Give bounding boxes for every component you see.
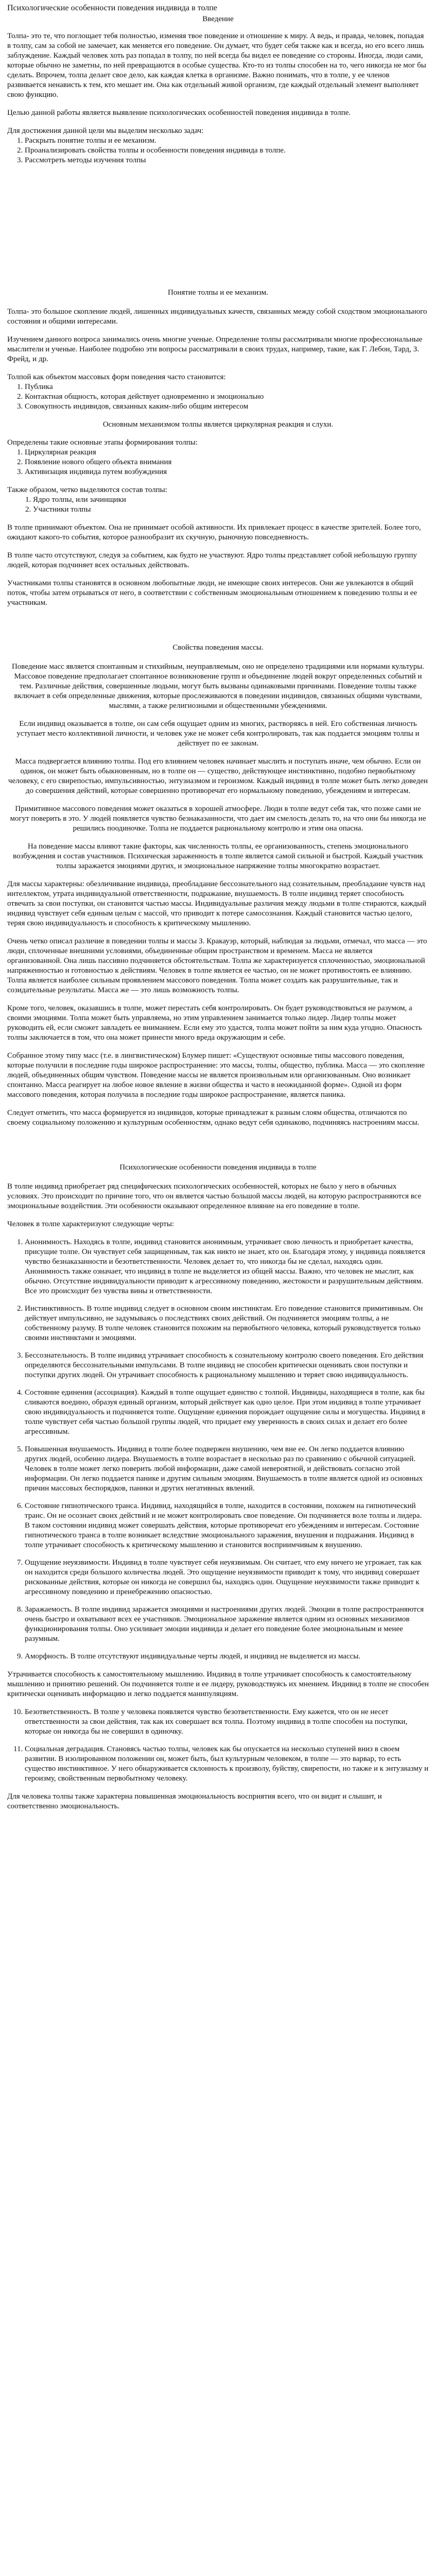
section-paragraph: Поведение масс является спонтанным и стихийным, неуправляемым, оно не определено традициями или нормами культуры. Массовое поведение предполагает спонтанное возникновение групп и объединение людей вокруг определенных событий и тем. Различные действия, совершенные людьми, могут быть вызваны одинаковыми причинами. Поведение толпы также включает в себя определенные движения, которые прослеживаются в поведении индивидов, связанных общими чувствами, мыслями, а также религиозными и общественными убеждениями.: [11, 663, 425, 710]
list-item: 2. Появление нового общего объекта внимания: [25, 457, 429, 467]
list-item: 3. Активизация индивида путем возбуждения: [25, 467, 429, 477]
task-item: 3. Рассмотреть методы изучения толпы: [25, 156, 429, 165]
spacer: [7, 616, 429, 632]
section-paragraph: Изучением данного вопроса занимались очень многие ученые. Определение толпы рассматривали многие профессиональные мыслители и ученые. Наиболее подробно эти вопросы рассматривали в своих трудах, например, такие, как Г. Лебон, Тард, З. Фрейд, и др.: [7, 335, 423, 363]
section-paragraph: Для массы характерны: обезличивание индивида, преобладание бессознательного над сознательным, преобладание чувств над интеллектом, утрата индивидуальной ответственности, подражание, внушаемость. В толпе индивид теряет способность отвечать за свои поступки, он становится частью массы. Индивидуальные различия между людьми в толпе стираются, каждый индивид чувствует себя единым целым с массой, что приводит к потере самосознания. Каждый становится частью целого, теряя свою индивидуальность и способность к критическому мышлению.: [7, 880, 427, 927]
section-paragraph: Человек в толпе характеризуют следующие черты:: [7, 1220, 175, 1228]
feature-item: 9. Аморфность. В толпе отсутствуют индивидуальные черты людей, и индивид не выделяется из массы.: [25, 1652, 429, 1662]
features-list: [7, 1238, 429, 1662]
section-paragraph: Участниками толпы становятся в основном любопытные люди, не имеющие своих интересов. Они же увлекаются в общий поток, чтобы затем отрываться от него, в соответствии с собственным эмоциональным отношением к поведению толпы и ее участникам.: [7, 579, 417, 607]
feature-item: 3. Бессознательность. В толпе индивид утрачивает способность к сознательному контролю своего поведения. Его действия определяются бессознательными импульсами. В толпе индивид не способен критически оценивать свои поступки и поступки других людей. Он утрачивает способность к рациональному мышлению и теряет свою индивидуальность.: [25, 1351, 429, 1380]
document-title: Психологические особенности поведения индивида в толпе: [7, 4, 217, 12]
list-item: 1. Циркулярная реакция: [25, 448, 429, 457]
list-item: 1. Ядро толпы, или зачинщики: [33, 495, 429, 505]
list-item: 3. Совокупность индивидов, связанных каким-либо общим интересом: [25, 402, 429, 412]
section-paragraph: Масса подвергается влиянию толпы. Под его влиянием человек начинает мыслить и поступать иначе, чем обычно. Если он одинок, он может быть обыкновенным, но в толпе он — существо, действующее инстинктивно, подобно первобытному человеку, с его свирепостью, импульсивностью, энтузиазмом и героизмом. Каждый индивид в толпе может быть легко доведен до совершения действий, которые совершенно противоречат его нормальному поведению, убеждениям и интересам.: [8, 757, 428, 795]
composition-list: [7, 495, 429, 515]
feature-item: 7. Ощущение неуязвимости. Индивид в толпе чувствует себя неуязвимым. Он считает, что ему ничего не угрожает, так как он находится среди большого количества людей. Это ощущение неуязвимости приводит к тому, что индивид совершает рискованные действия, которые он никогда не совершил бы, находясь один. Ощущение неуязвимости также приводит к агрессивному поведению и пренебрежению опасностью.: [25, 1558, 429, 1597]
intro-heading: Введение: [202, 15, 234, 23]
feature-item: 2. Инстинктивность. В толпе индивид следует в основном своим инстинктам. Его поведение становится примитивным. Он действует импульсивно, не задумываясь о последствиях своих действий. Он подчиняется эмоциям толпы, а не собственному разуму. В толпе человек становится похожим на первобытного человека, который руководствуется только своими инстинктами и эмоциями.: [25, 1304, 429, 1343]
section-paragraph: Если индивид оказывается в толпе, он сам себя ощущает одним из многих, растворяясь в ней. Его собственная личность уступает место коллективной личности, и человек уже не может себя контролировать, так как поддается эмоциям толпы и действует по ее законам.: [16, 720, 420, 748]
task-list: [7, 136, 429, 165]
intro-paragraph: Для достижения данной цели мы выделим несколько задач:: [7, 127, 204, 135]
feature-item: 1. Анонимность. Находясь в толпе, индивид становится анонимным, утрачивает свою личность и приобретает качества, присущие толпе. Он чувствует себя защищенным, так как никто не знает, кто он. Благодаря этому, у индивида появляется чувство безнаказанности и безответственности. Человек делает то, что никогда бы не сделал, находясь один. Анонимность также означает, что индивид в толпе не выделяется из общей массы. Важно, что человек не мыслит, как обычно. Отсутствие индивидуальности приводит к агрессивному поведению, жестокости и разрушительным действиям. Все это происходит без чувства вины и ответственности.: [25, 1238, 429, 1296]
feature-item: 5. Повышенная внушаемость. Индивид в толпе более подвержен внушению, чем вне ее. Он легко поддается влиянию других людей, особенно лидера. Внушаемость в толпе возрастает в несколько раз по сравнению с обычной ситуацией. Человек в толпе может легко поверить любой информации, даже самой невероятной, и действовать согласно этой информации. Он легко поддается панике и другим сильным эмоциям. Внушаемость в толпе является одной из основных причин массовых беспорядков, паники и других негативных явлений.: [25, 1445, 429, 1494]
spacer: [7, 174, 429, 277]
section-paragraph: Собранное этому типу масс (т.е. в лингвистическом) Блумер пишет: «Существуют основные типы массового поведения, которые получили в последние годы широкое распространение: это массы, толпы, общество, публика. Масса — это скопление людей, объединенных общим чувством. Поведение массы не является произвольным или организованным. Оно возникает спонтанно. Масса реагирует на любое новое явление в жизни общества и часто в неожиданной форме». Одной из форм массового поведения, которая получила в последние годы широкое распространение, является паника.: [7, 1052, 425, 1099]
audience-list: [7, 382, 429, 412]
feature-item: 11. Социальная деградация. Становясь частью толпы, человек как бы опускается на несколько ступеней вниз в своем развитии. В изолированном положении он, может быть, был культурным человеком, в толпе — это варвар, то есть существо инстинктивное. У него обнаруживается склонность к произволу, буйству, свирепости, но также и к энтузиазму и героизму, свойственным первобытному человеку.: [25, 1744, 429, 1784]
section-paragraph: В толпе часто отсутствуют, следуя за событием, как будто не участвуют. Ядро толпы представляет собой небольшую группу людей, которая подчиняет всех остальных действовать.: [7, 551, 417, 569]
intro-paragraph: Целью данной работы является выявление психологических особенностей поведения индивида в толпе.: [7, 109, 351, 117]
section-paragraph: Утрачивается способность к самостоятельному мышлению. Индивид в толпе утрачивает способность к самостоятельному мышлению и принятию решений. Он подчиняется толпе и ее лидеру, руководствуясь их мнением. Индивид в толпе не способен критически оценивать информацию и легко поддается манипуляциям.: [7, 1670, 429, 1698]
task-item: 2. Проанализировать свойства толпы и особенности поведения индивида в толпе.: [25, 146, 429, 156]
section-title: Свойства поведения массы.: [172, 643, 264, 652]
section-paragraph: В толпе принимают объектом. Она не принимает особой активности. Их привлекает процесс в качестве зрителей. Более того, ожидают какого-то события, которое разнообразит их скучную, рыночную повседневность.: [7, 523, 421, 541]
section-paragraph: Также образом, четко выделяются состав толпы:: [7, 486, 167, 494]
section-paragraph: В толпе индивид приобретает ряд специфических психологических особенностей, которых не было у него в обычных условиях. Это происходит по причине того, что он является частью большой массы людей, на которую распространяются все эмоциональные воздействия. Эти особенности оказывают определенное влияние на его поведение в толпе.: [7, 1182, 422, 1210]
feature-item: 10. Безответственность. В толпе у человека появляется чувство безответственности. Ему кажется, что он не несет ответственности за свои действия, так как их совершает вся толпа. Поэтому индивид в толпе способен на поступки, которые он никогда бы не совершил в одиночку.: [25, 1707, 429, 1737]
feature-item: 4. Состояние единения (ассоциация). Каждый в толпе ощущает единство с толпой. Индивиды, находящиеся в толпе, как бы сливаются воедино, образуя единый организм, который действует как одно целое. При этом индивид в толпе утрачивает свою индивидуальность и подчиняется толпе. Ощущение единения порождает ощущение силы и могущества. Индивид в толпе чувствует себя частью большой группы людей, что придает ему уверенность в своих силах и делает его более агрессивным.: [25, 1388, 429, 1437]
task-item: 1. Раскрыть понятие толпы и ее механизм.: [25, 136, 429, 146]
feature-item: 8. Заражаемость. В толпе индивид заражается эмоциями и настроениями других людей. Эмоции в толпе распространяются очень быстро и охватывают всех ее участников. Эмоциональное заражение является одним из основных механизмов функционирования толпы. Оно усиливает эмоции индивида и делает его поведение более эмоциональным и менее разумным.: [25, 1605, 429, 1644]
section-paragraph: Определены такие основные этапы формирования толпы:: [7, 438, 198, 447]
features-list-continued: [7, 1707, 429, 1784]
section-paragraph: Основным механизмом толпы является циркулярная реакция и слухи.: [102, 420, 334, 429]
list-item: 2. Контактная общность, которая действует одновременно и эмоционально: [25, 392, 429, 402]
section-paragraph: Толпой как объектом массовых форм поведения часто становится:: [7, 373, 226, 381]
section-title: Психологические особенности поведения индивида в толпе: [119, 1163, 317, 1172]
feature-item: 6. Состояние гипнотического транса. Индивид, находящийся в толпе, находится в состоянии, похожем на гипнотический транс. Он не осознает своих действий и не может контролировать свое поведение. Он подчиняется воле толпы и лидера. В таком состоянии индивид может совершать действия, которые противоречат его убеждениям и интересам. Состояние гипнотического транса в толпе возникает вследствие эмоционального заражения, внушения и подражания. Индивид в толпе утрачивает способность к критическому мышлению и становится восприимчивым к внушению.: [25, 1501, 429, 1550]
section-paragraph: Очень четко описал различие в поведении толпы и массы З. Кракауэр, который, наблюдая за людьми, отмечал, что масса — это люди, сплоченные внешними условиями, объединенные общим пространством и временем. Масса не является организованной. Она лишь пассивно подчиняется обстоятельствам. Толпа же характеризуется сплоченностью, эмоциональной напряженностью и готовностью к действиям. Человек в толпе является ее частью, он не может противостоять ее влиянию. Толпа является наиболее сильным проявлением массового поведения. Толпа может создать как разрушительные, так и созидательные результаты. Масса же — это лишь возможность толпы.: [7, 937, 427, 994]
section-paragraph: Следует отметить, что масса формируется из индивидов, которые принадлежат к разным слоям общества, отличаются по своему социальному положению и культурным особенностям, однако ведут себя одинаково, подчиняясь настроениям массы.: [7, 1109, 420, 1127]
centered-block: [7, 662, 429, 871]
section-paragraph: Примитивное массового поведения может оказаться в хорошей атмосфере. Люди в толпе ведут себя так, что позже сами не могут поверить в это. У людей появляется чувство безнаказанности, что дает им смелость делать то, на что они бы никогда не решились поодиночке. Толпа не поддается рациональному контролю и этим она опасна.: [10, 805, 426, 833]
section-title: Понятие толпы и ее механизм.: [167, 289, 268, 297]
list-item: 2. Участники толпы: [33, 505, 429, 515]
section-paragraph: На поведение массы влияют такие факторы, как численность толпы, ее организованность, степень эмоционального возбуждения и состав участников. Психическая зараженность в толпе является самой сильной и быстрой. Каждый участник толпы заражается эмоциями других, и эмоциональное напряжение толпы многократно возрастает.: [13, 842, 423, 870]
closing-paragraph: Для человека толпы также характерна повышенная эмоциональность восприятия всего, что он видит и слышит, и соответственно эмоциональность.: [7, 1792, 382, 1810]
intro-paragraph: Толпа- это те, что поглощает тебя полностью, изменяя твое поведение и отношение к миру. А ведь, и правда, человек, попадая в толпу, сам за собой не замечает, как меняется его поведение. Он думает, что будет себя также как и всегда, но его всего лишь заблуждение. Каждый человек хоть раз попадал в толпу, по ней всегда бы видел ее поведение со стороны. Иногда, люди сами, которые обычно не заметны, по ней превращаются в особые существа. Кто-то из толпы способен на то, чего никогда не мог бы сделать. Впрочем, толпа делает свое дело, как каждая клетка в организме. Важно понимать, что в толпе, у ее членов развивается ненависть к тем, кто мешает им. Она как отдельный живой организм, где каждый отдельный элемент выполняет свою функцию.: [7, 32, 427, 99]
list-item: 1. Публика: [25, 382, 429, 392]
section-paragraph: Кроме того, человек, оказавшись в толпе, может перестать себя контролировать. Он будет руководствоваться не разумом, а своими эмоциями. Толпа может быть управляема, но этим управлением занимается только лидер. Лидер толпы может руководить ей, если сможет завладеть ее вниманием. Если ему это удастся, толпа может пойти за ним куда угодно. Опасность толпы заключается в том, что она может принести много вреда окружающим и себе.: [7, 1004, 422, 1042]
section-paragraph: Толпа- это большое скопление людей, лишенных индивидуальных качеств, связанных между собой сходством эмоционального состояния и общими интересами.: [7, 308, 427, 326]
stages-list: [7, 448, 429, 477]
spacer: [7, 1136, 429, 1151]
